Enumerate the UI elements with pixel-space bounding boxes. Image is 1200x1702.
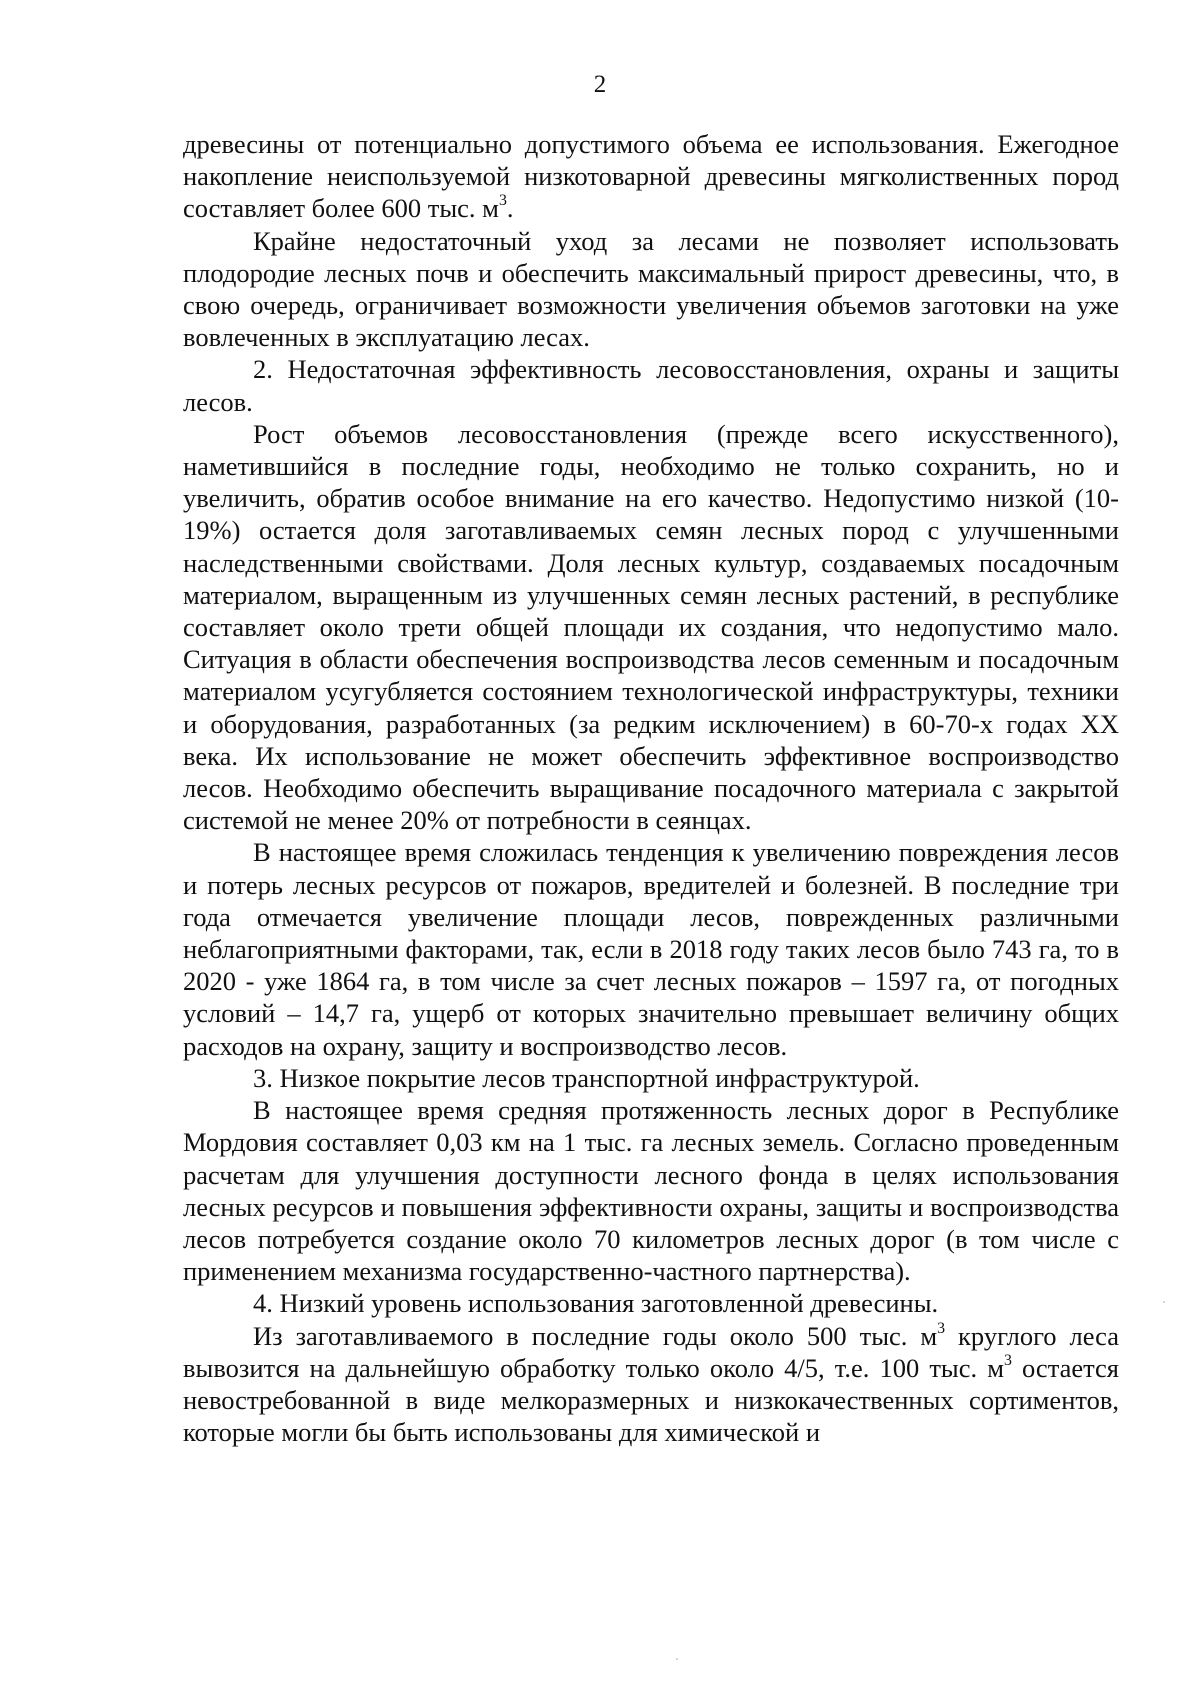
heading-item-3 bbox=[183, 1062, 1119, 1094]
heading-text: 3. Низкое покрытие лесов транспортной инфраструктурой. bbox=[253, 1062, 920, 1093]
paragraph-text: В настоящее время средняя протяженность лесных дорог в Республике Мордовия составляет 0,03 км на 1 тыс. га лесных земель. Согласно проведенным расчетам для улучшения доступности лесного фонда в целях использования лесных ресурсов и повышения эффективности охраны, защиты и воспроизводства лесов потребуется создание около 70 километров лесных дорог (в том числе с применением механизма государственно-частного партнерства). bbox=[183, 1095, 1119, 1287]
paragraph-forest-roads bbox=[183, 1094, 1119, 1287]
superscript-cube: 3 bbox=[937, 1319, 946, 1337]
page-number: 2 bbox=[593, 71, 607, 98]
superscript-cube: 3 bbox=[1003, 1351, 1012, 1369]
heading-item-2 bbox=[183, 353, 1119, 417]
paragraph-forest-care bbox=[183, 225, 1119, 354]
paragraph-text: Из заготавливаемого в последние годы около 500 тыс. м bbox=[253, 1320, 938, 1351]
heading-item-4 bbox=[183, 1287, 1119, 1319]
heading-text: 2. Недостаточная эффективность лесовосстановления, охраны и защиты лесов. bbox=[183, 354, 1119, 417]
scan-speck bbox=[1163, 1301, 1165, 1303]
paragraph-text: остается невостребованной в виде мелкоразмерных и низкокачественных сортиментов, которые могли бы быть использованы для химической и bbox=[183, 1352, 1119, 1448]
document-body bbox=[183, 128, 1119, 1448]
paragraph-continuation bbox=[183, 128, 1119, 225]
paragraph-wood-usage bbox=[183, 1320, 1119, 1449]
paragraph-forest-damage bbox=[183, 836, 1119, 1061]
paragraph-text: круглого леса вывозится на дальнейшую обработку только около 4/5, т.е. 100 тыс. м bbox=[183, 1320, 1119, 1383]
scan-speck bbox=[676, 1658, 678, 1660]
paragraph-text: древесины от потенциально допустимого объема ее использования. Ежегодное накопление неиспользуемой низкотоварной древесины мягколиственных пород составляет более 600 тыс. м bbox=[183, 129, 1119, 224]
paragraph-text: Крайне недостаточный уход за лесами не позволяет использовать плодородие лесных почв и обеспечить максимальный прирост древесины, что, в свою очередь, ограничивает возможности увеличения объемов заготовки на уже вовлеченных в эксплуатацию лесах. bbox=[183, 225, 1119, 353]
paragraph-text: В настоящее время сложилась тенденция к увеличению повреждения лесов и потерь лесных ресурсов от пожаров, вредителей и болезней. В последние три года отмечается увеличение площади лесов, поврежденных различными неблагоприятными факторами, так, если в 2018 году таких лесов было 743 га, то в 2020 - уже 1864 га, в том числе за счет лесных пожаров – 1597 га, от погодных условий – 14,7 га, ущерб от которых значительно превышает величину общих расходов на охрану, защиту и воспроизводство лесов. bbox=[183, 837, 1119, 1061]
superscript-cube: 3 bbox=[498, 192, 507, 210]
paragraph-reforestation bbox=[183, 418, 1119, 837]
heading-text: 4. Низкий уровень использования заготовленной древесины. bbox=[253, 1288, 939, 1319]
paragraph-text: Рост объемов лесовосстановления (прежде всего искусственного), наметившийся в последние годы, необходимо не только сохранить, но и увеличить, обратив особое внимание на его качество. Недопустимо низкой (10-19%) остается доля заготавливаемых семян лесных пород с улучшенными наследственными свойствами. Доля лесных культур, создаваемых посадочным материалом, выращенным из улучшенных семян лесных растений, в республике составляет около трети общей площади их создания, что недопустимо мало. Ситуация в области обеспечения воспроизводства лесов семенным и посадочным материалом усугубляется состоянием технологической инфраструктуры, техники и оборудования, разработанных (за редким исключением) в 60-70-х годах XX века. Их использование не может обеспечить эффективное воспроизводство лесов. Необходимо обеспечить выращивание посадочного материала с закрытой системой не менее 20% от потребности в сеянцах. bbox=[183, 418, 1119, 836]
paragraph-text-end: . bbox=[506, 193, 514, 224]
